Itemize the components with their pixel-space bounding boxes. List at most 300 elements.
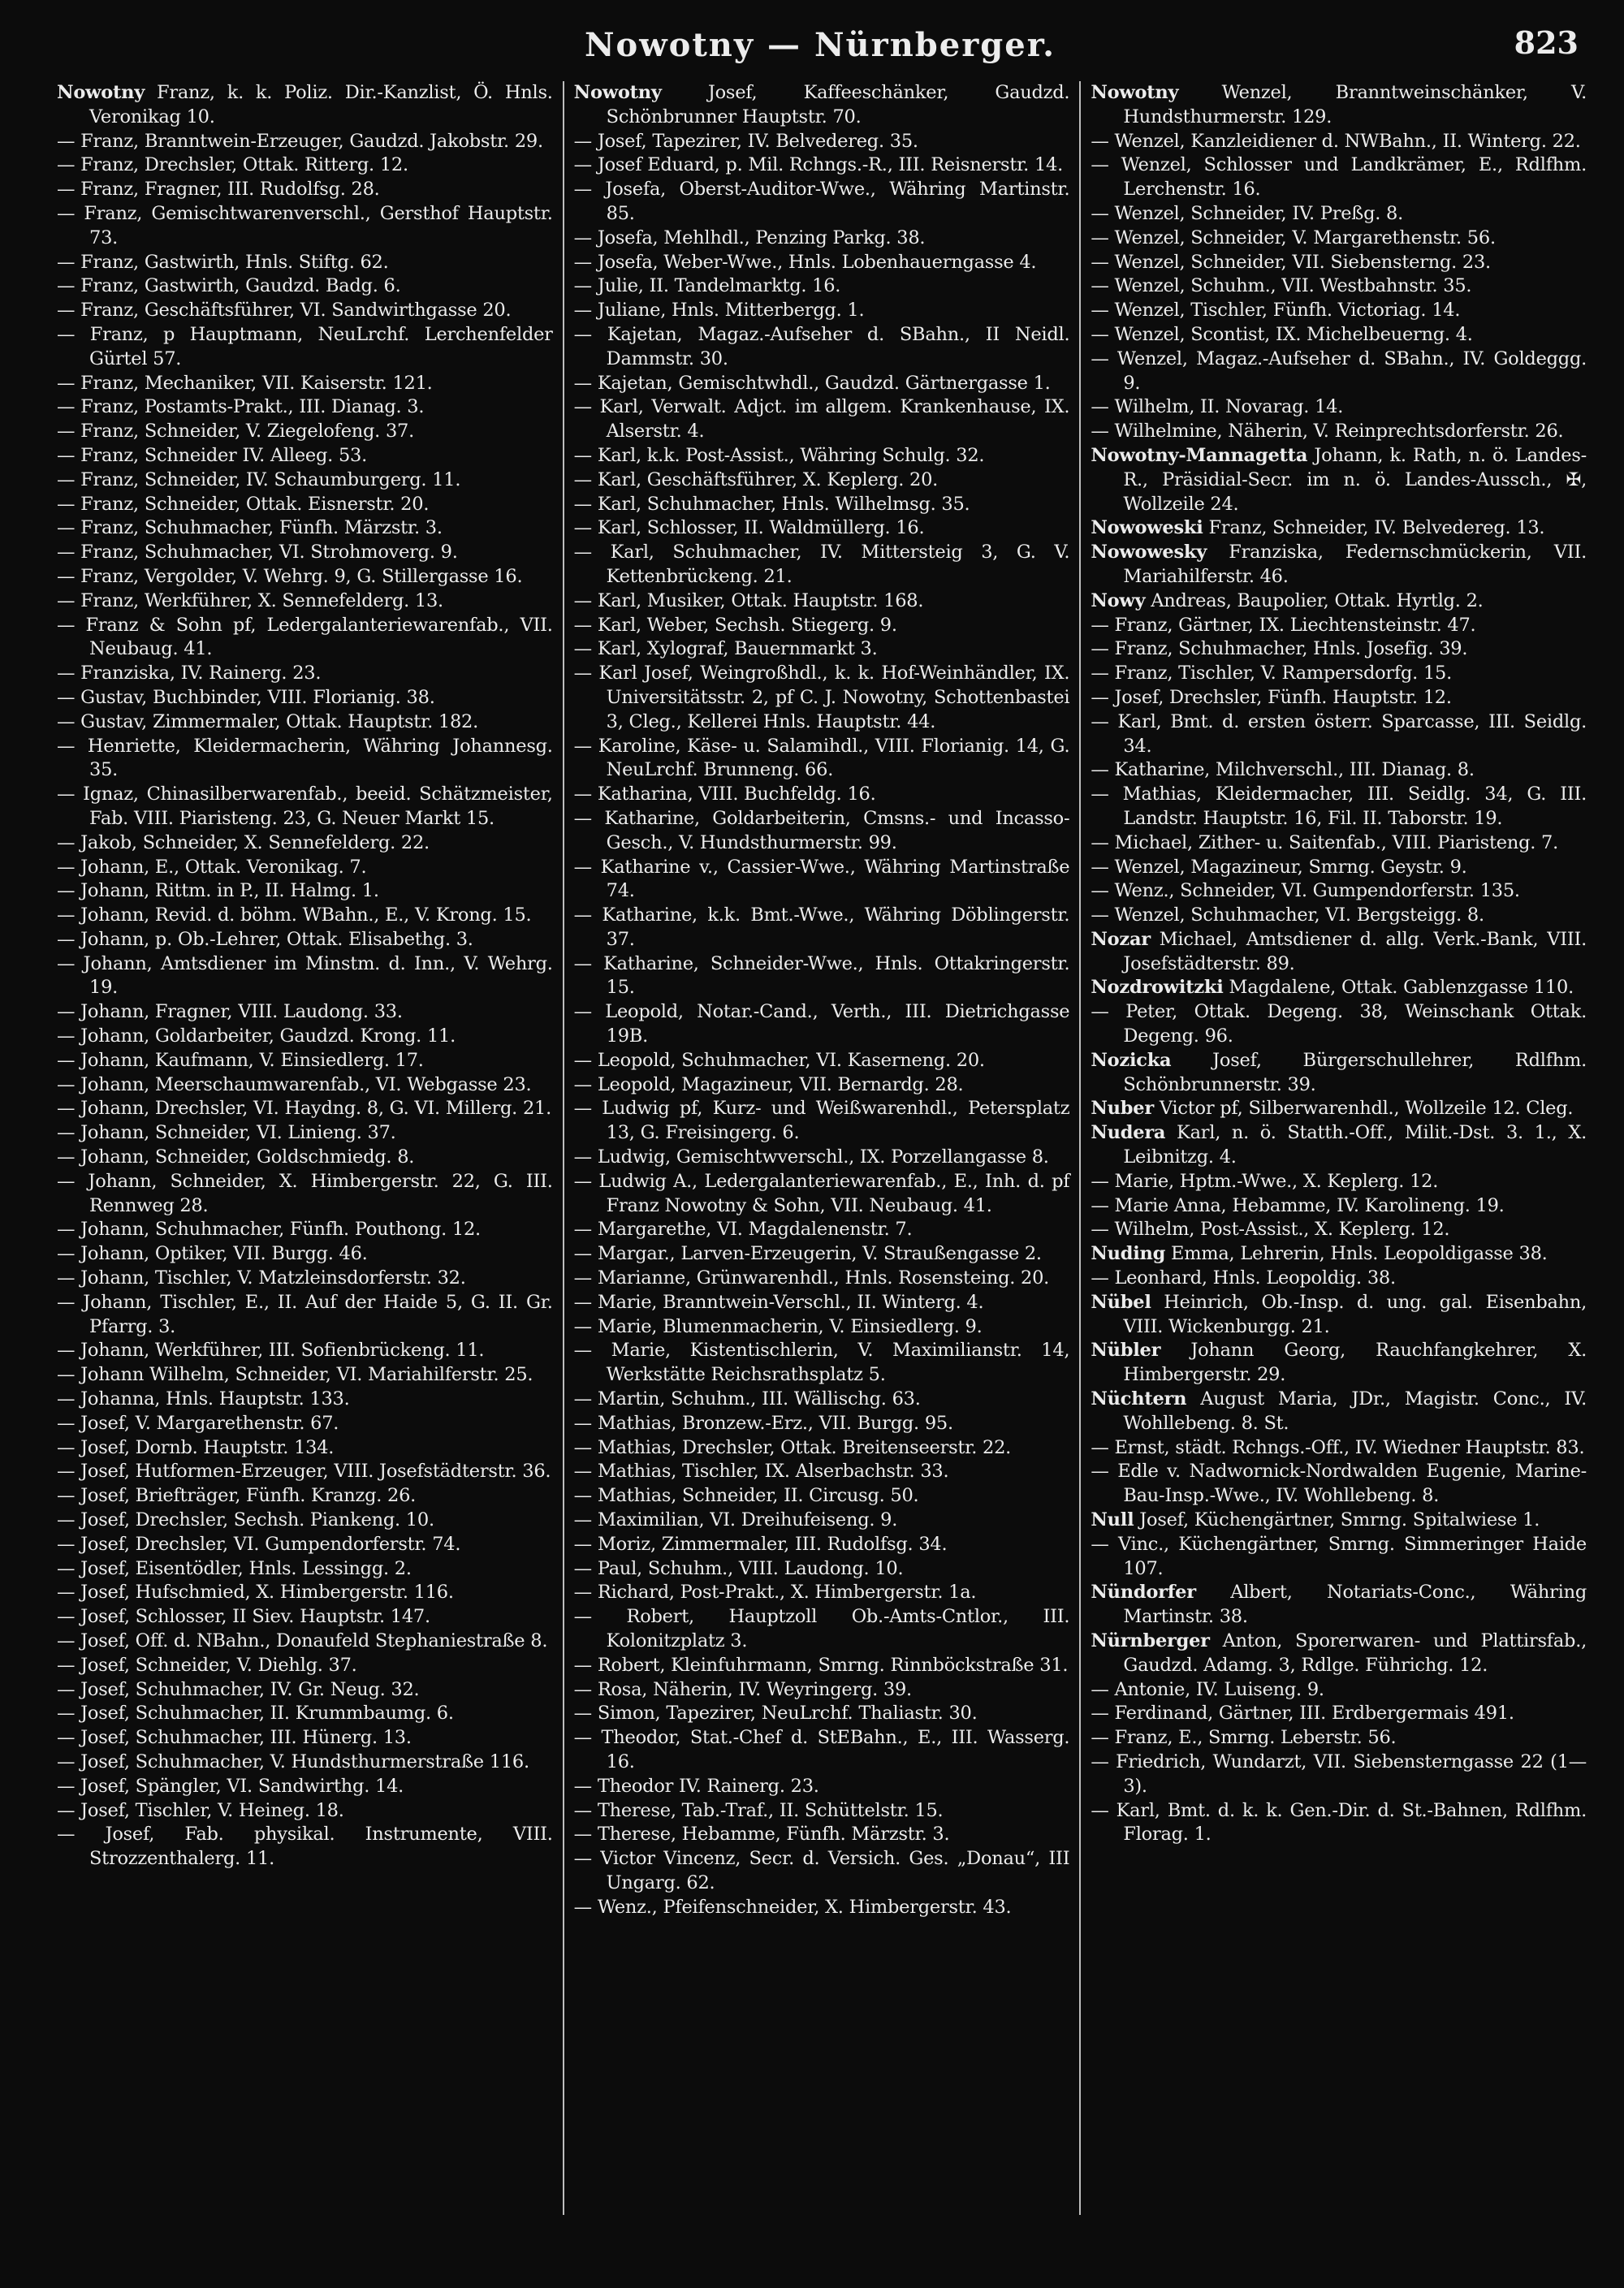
directory-entry	[574, 1412, 1070, 1436]
entry-details: — Franz, Schuhmacher, VI. Strohmoverg. 9.	[57, 542, 458, 563]
directory-entry	[1091, 1170, 1587, 1194]
directory-entry	[57, 153, 553, 178]
entry-details: — Kajetan, Magaz.-Aufseher d. SBahn., II Neidl. Dammstr. 30.	[573, 323, 1070, 369]
entry-details: — Katharine, k.k. Bmt.-Wwe., Währing Döblingerstr. 37.	[573, 904, 1070, 950]
directory-entry	[57, 614, 553, 663]
directory-entry	[574, 1557, 1070, 1582]
directory-entry	[57, 1363, 553, 1388]
entry-details: — Josef, Schneider, V. Diehlg. 37.	[57, 1654, 357, 1676]
directory-entry	[574, 178, 1070, 227]
directory-entry	[1091, 153, 1587, 202]
entry-details: — Richard, Post-Prakt., X. Himbergerstr. 1a.	[573, 1582, 977, 1604]
directory-entry	[57, 1073, 553, 1098]
entry-details: — Johann, Schuhmacher, Fünfh. Pouthong. 12.	[57, 1219, 481, 1241]
entry-details: — Juliane, Hnls. Mitterbergg. 1.	[573, 300, 865, 322]
directory-entry	[1091, 1726, 1587, 1751]
entry-details: — Marie, Hptm.-Wwe., X. Keplerg. 12.	[1091, 1170, 1439, 1192]
directory-entry	[57, 1605, 553, 1630]
entry-details: — Franz, Mechaniker, VII. Kaiserstr. 121.	[57, 372, 433, 394]
entry-details: — Paul, Schuhm., VIII. Laudong. 10.	[573, 1557, 904, 1579]
directory-entry	[574, 1484, 1070, 1509]
directory-entry	[57, 468, 553, 493]
directory-entry	[1091, 1000, 1587, 1049]
directory-entry	[574, 372, 1070, 396]
entry-details: — Johann, Fragner, VIII. Laudong. 33.	[57, 1001, 403, 1023]
directory-entry	[57, 541, 553, 565]
entry-surname: Null	[1091, 1509, 1134, 1531]
running-head: Nowotny — Nürnberger.	[584, 26, 1056, 64]
entry-details: — Josef, Briefträger, Fünfh. Kranzg. 26.	[57, 1485, 417, 1507]
entry-details: — Franz, Gastwirth, Gaudzd. Badg. 6.	[57, 275, 401, 297]
directory-entry	[574, 323, 1070, 372]
entry-details: — Marie Anna, Hebamme, IV. Karolineng. 19.	[1091, 1194, 1505, 1216]
directory-entry	[57, 1025, 553, 1049]
directory-entry	[574, 251, 1070, 275]
entry-details: — Josef, Dornb. Hauptstr. 134.	[57, 1436, 335, 1458]
directory-entry	[574, 1775, 1070, 1799]
entry-details: — Josef, Schuhmacher, V. Hundsthurmerstraße 116.	[57, 1751, 529, 1772]
entry-details: — Mathias, Bronzew.-Erz., VII. Burgg. 95.	[573, 1412, 953, 1434]
directory-entry	[574, 1097, 1070, 1146]
directory-entry	[574, 468, 1070, 493]
entry-details: — Simon, Tapezirer, NeuLrchf. Thaliastr. 30.	[573, 1703, 978, 1725]
entry-details: — Wenzel, Tischler, Fünfh. Victoriag. 14.	[1091, 300, 1461, 322]
directory-entry	[57, 1436, 553, 1461]
directory-entry	[574, 541, 1070, 589]
directory-entry	[57, 1121, 553, 1146]
directory-entry	[574, 807, 1070, 856]
entry-details: — Ludwig pf, Kurz- und Weißwarenhdl., Petersplatz 13, G. Freisingerg. 6.	[573, 1098, 1070, 1144]
entry-details: — Josefa, Mehlhdl., Penzing Parkg. 38.	[573, 227, 926, 248]
entry-details: — Katharine, Milchverschl., III. Dianag. 8.	[1091, 759, 1475, 781]
entry-details: — Josef, Schuhmacher, III. Hünerg. 13.	[57, 1727, 412, 1749]
directory-entry	[1091, 879, 1587, 904]
directory-entry	[1091, 81, 1587, 130]
entry-details: Albert, Notariats-Conc., Währing Martinstr. 38.	[1123, 1582, 1587, 1628]
entry-details: — Mathias, Drechsler, Ottak. Breitenseerstr. 22.	[573, 1436, 1012, 1458]
entry-surname: Nübel	[1091, 1291, 1151, 1313]
directory-entry	[57, 1581, 553, 1605]
directory-entry	[574, 1654, 1070, 1678]
entry-details: — Karl, Musiker, Ottak. Hauptstr. 168.	[573, 589, 924, 611]
directory-entry	[574, 130, 1070, 154]
entry-details: — Johann, p. Ob.-Lehrer, Ottak. Elisabethg. 3.	[57, 928, 473, 950]
entry-details: — Wenzel, Kanzleidiener d. NWBahn., II. Winterg. 22.	[1091, 130, 1581, 152]
directory-entry	[1091, 1242, 1587, 1267]
directory-entry	[1091, 444, 1587, 516]
directory-entry	[1091, 614, 1587, 638]
directory-entry	[1091, 783, 1587, 831]
entry-surname: Nüchtern	[1091, 1388, 1187, 1410]
directory-entry	[57, 420, 553, 444]
entry-details: — Franz, Gärtner, IX. Liechtensteinstr. 47.	[1091, 614, 1476, 636]
directory-entry	[574, 1218, 1070, 1242]
directory-entry	[57, 735, 553, 784]
entry-details: Josef, Kaffeeschänker, Gaudzd. Schönbrunner Hauptstr. 70.	[606, 82, 1070, 127]
directory-entry	[574, 1823, 1070, 1847]
directory-entry	[1091, 976, 1587, 1000]
entry-details: — Franz, Schneider, IV. Schaumburgerg. 11.	[57, 468, 461, 490]
directory-entry	[574, 1146, 1070, 1170]
entry-details: — Vinc., Küchengärtner, Smrng. Simmeringer Haide 107.	[1091, 1533, 1587, 1579]
entry-details: — Franz, Fragner, III. Rudolfsg. 28.	[57, 179, 380, 201]
entry-surname: Nozdrowitzki	[1091, 977, 1224, 999]
entry-details: — Johann, Werkführer, III. Sofienbrückeng. 11.	[57, 1340, 485, 1362]
entry-details: — Mathias, Schneider, II. Circusg. 50.	[573, 1485, 919, 1507]
directory-entry	[574, 1799, 1070, 1824]
entry-details: — Wenzel, Schuhm., VII. Westbahnstr. 35.	[1091, 275, 1472, 297]
entry-details: — Kajetan, Gemischtwhdl., Gaudzd. Gärtnergasse 1.	[573, 372, 1051, 394]
directory-entry	[574, 1049, 1070, 1073]
directory-entry	[1091, 1291, 1587, 1340]
directory-entry	[1091, 1533, 1587, 1582]
directory-entry	[57, 1557, 553, 1582]
directory-entry	[57, 856, 553, 880]
directory-entry	[57, 879, 553, 904]
directory-entry	[1091, 710, 1587, 759]
entry-details: — Robert, Hauptzoll Ob.-Amts-Cntlor., III. Kolonitzplatz 3.	[573, 1606, 1070, 1651]
directory-entry	[1091, 928, 1587, 977]
entry-details: — Franz, p Hauptmann, NeuLrchf. Lerchenfelder Gürtel 57.	[57, 323, 553, 369]
directory-entry	[574, 904, 1070, 952]
directory-entry	[57, 831, 553, 856]
entry-details: Johann Georg, Rauchfangkehrer, X. Himbergerstr. 29.	[1123, 1340, 1587, 1386]
entry-details: — Victor Vincenz, Secr. d. Versich. Ges. „Donau“, III Ungarg. 62.	[573, 1848, 1070, 1893]
entry-details: — Wenzel, Schneider, V. Margarethenstr. 56.	[1091, 227, 1496, 248]
entry-details: — Wenz., Schneider, VI. Gumpendorferstr. 135.	[1091, 880, 1520, 902]
directory-entry	[574, 1460, 1070, 1484]
directory-entry	[1091, 904, 1587, 928]
entry-surname: Nowotny-Mannagetta	[1091, 444, 1308, 466]
entry-details: — Josef, Drechsler, VI. Gumpendorferstr. 74.	[57, 1533, 461, 1555]
entry-details: — Marianne, Grünwarenhdl., Hnls. Rosensteing. 20.	[573, 1267, 1050, 1289]
entry-details: — Martin, Schuhm., III. Wällischg. 63.	[573, 1388, 921, 1410]
directory-entry	[1091, 516, 1587, 541]
directory-entry	[1091, 1194, 1587, 1219]
directory-entry	[57, 952, 553, 1001]
directory-entry	[574, 735, 1070, 784]
directory-entry	[1091, 395, 1587, 420]
entry-details: — Wenzel, Schlosser und Landkrämer, E., Rdlfhm. Lerchenstr. 16.	[1091, 154, 1587, 201]
entry-details: Victor pf, Silberwarenhdl., Wollzeile 12. Cleg.	[1153, 1098, 1574, 1120]
directory-entry	[1091, 1509, 1587, 1533]
entry-details: Johann, k. Rath, n. ö. Landes-R., Präsidial-Secr. im n. ö. Landes-Aussch., ✠, Wollzeile 24.	[1123, 444, 1587, 515]
directory-entry	[57, 1146, 553, 1170]
page-number: 823	[1514, 24, 1579, 61]
directory-entry	[1091, 686, 1587, 710]
directory-entry	[1091, 1388, 1587, 1436]
entry-details: — Karl, Bmt. d. ersten österr. Sparcasse, III. Seidlg. 34.	[1091, 710, 1587, 757]
directory-entry	[57, 1726, 553, 1751]
directory-entry	[57, 516, 553, 541]
directory-entry	[57, 1097, 553, 1121]
entry-details: — Leonhard, Hnls. Leopoldig. 38.	[1091, 1267, 1396, 1289]
entry-details: — Wenzel, Schuhmacher, VI. Bergsteigg. 8.	[1091, 904, 1484, 926]
entry-surname: Nozicka	[1091, 1049, 1172, 1071]
entry-details: — Karl, Bmt. d. k. k. Gen.-Dir. d. St.-Bahnen, Rdlfhm. Florag. 1.	[1091, 1799, 1587, 1846]
directory-columns	[47, 81, 1596, 2215]
directory-entry	[1091, 1267, 1587, 1291]
entry-details: — Ludwig, Gemischtwverschl., IX. Porzellangasse 8.	[573, 1146, 1049, 1168]
entry-details: Wenzel, Branntweinschänker, V. Hundsthurmerstr. 129.	[1123, 82, 1587, 127]
directory-entry	[57, 1242, 553, 1267]
entry-details: — Johann, Schneider, X. Himbergerstr. 22, G. III. Rennweg 28.	[57, 1170, 553, 1216]
entry-details: — Josef, Fab. physikal. Instrumente, VIII. Strozzenthalerg. 11.	[57, 1824, 553, 1870]
directory-entry	[574, 516, 1070, 541]
directory-entry	[57, 1799, 553, 1824]
directory-entry	[57, 372, 553, 396]
directory-entry	[574, 1702, 1070, 1726]
entry-details: — Wilhelm, Post-Assist., X. Keplerg. 12.	[1091, 1219, 1450, 1241]
entry-details: — Gustav, Zimmermaler, Ottak. Hauptstr. 182.	[57, 710, 479, 732]
entry-details: — Therese, Tab.-Traf., II. Schüttelstr. 15.	[573, 1799, 944, 1821]
entry-details: — Wilhelm, II. Novarag. 14.	[1091, 396, 1344, 418]
entry-details: — Johann, Optiker, VII. Burgg. 46.	[57, 1243, 368, 1265]
directory-entry	[574, 153, 1070, 178]
directory-entry	[1091, 662, 1587, 686]
directory-entry	[574, 227, 1070, 251]
directory-entry	[574, 493, 1070, 517]
entry-details: — Moriz, Zimmermaler, III. Rudolfsg. 34.	[573, 1533, 948, 1555]
entry-details: — Johann, Amtsdiener im Minstm. d. Inn., V. Wehrg. 19.	[57, 952, 553, 999]
directory-entry	[57, 1049, 553, 1073]
entry-surname: Nozar	[1091, 928, 1151, 950]
directory-entry	[57, 1775, 553, 1799]
directory-entry	[574, 1581, 1070, 1605]
entry-details: Michael, Amtsdiener d. allg. Verk.-Bank, VIII. Josefstädterstr. 89.	[1123, 928, 1587, 974]
directory-entry	[57, 493, 553, 517]
entry-details: — Franz, Schneider, Ottak. Eisnerstr. 20.	[57, 493, 430, 515]
entry-details: — Johann, E., Ottak. Veronikag. 7.	[57, 856, 367, 878]
directory-entry	[1091, 1339, 1587, 1388]
directory-entry	[57, 1000, 553, 1025]
directory-entry	[57, 81, 553, 130]
directory-entry	[57, 686, 553, 710]
directory-entry	[1091, 1581, 1587, 1630]
entry-details: Heinrich, Ob.-Insp. d. ung. gal. Eisenbahn, VIII. Wickenburgg. 21.	[1123, 1291, 1587, 1337]
directory-entry	[574, 299, 1070, 323]
entry-details: — Katharine, Schneider-Wwe., Hnls. Ottakringerstr. 15.	[573, 952, 1070, 999]
directory-entry	[574, 1267, 1070, 1291]
entry-details: — Josef, Drechsler, Fünfh. Hauptstr. 12.	[1091, 686, 1452, 708]
directory-entry	[574, 1896, 1070, 1920]
entry-details: — Antonie, IV. Luiseng. 9.	[1091, 1678, 1324, 1700]
entry-details: — Josef, Tischler, V. Heineg. 18.	[57, 1799, 344, 1821]
entry-details: — Franz, Postamts-Prakt., III. Dianag. 3.	[57, 396, 425, 418]
entry-details: — Karl, Verwalt. Adjct. im allgem. Krankenhause, IX. Alserstr. 4.	[573, 396, 1070, 442]
entry-details: — Robert, Kleinfuhrmann, Smrng. Rinnböckstraße 31.	[573, 1654, 1069, 1676]
entry-details: Magdalene, Ottak. Gablenzgasse 110.	[1223, 977, 1574, 999]
directory-entry	[1091, 1630, 1587, 1678]
directory-entry	[1091, 348, 1587, 396]
directory-entry	[574, 1339, 1070, 1388]
entry-details: Anton, Sporerwaren- und Plattirsfab., Gaudzd. Adamg. 3, Rdlge. Führichg. 12.	[1123, 1630, 1587, 1676]
entry-details: — Karl, Geschäftsführer, X. Keplerg. 20.	[573, 468, 939, 490]
directory-entry	[57, 1751, 553, 1775]
entry-details: — Mathias, Kleidermacher, III. Seidlg. 34, G. III. Landstr. Hauptstr. 16, Fil. II. Taborstr. 19.	[1091, 784, 1587, 829]
entry-details: — Katharine, Goldarbeiterin, Cmsns.- und Incasso-Gesch., V. Hundsthurmerstr. 99.	[573, 807, 1070, 853]
directory-entry	[574, 1170, 1070, 1219]
entry-details: — Ernst, städt. Rchngs.-Off., IV. Wiedner Hauptstr. 83.	[1091, 1436, 1585, 1458]
directory-entry	[574, 1605, 1070, 1654]
entry-details: — Theodor IV. Rainerg. 23.	[573, 1775, 819, 1797]
directory-entry	[57, 1509, 553, 1533]
entry-details: — Josef, Eisentödler, Hnls. Lessingg. 2.	[57, 1557, 412, 1579]
entry-details: — Josefa, Weber-Wwe., Hnls. Lobenhauerngasse 4.	[573, 251, 1037, 273]
directory-entry	[574, 1533, 1070, 1557]
directory-entry	[57, 1630, 553, 1654]
directory-entry	[1091, 299, 1587, 323]
entry-details: — Friedrich, Wundarzt, VII. Siebensterngasse 22 (1—3).	[1091, 1751, 1587, 1797]
entry-details: — Wenzel, Magazineur, Smrng. Geystr. 9.	[1091, 856, 1467, 878]
entry-details: — Franz, Gemischtwarenverschl., Gersthof Hauptstr. 73.	[57, 202, 553, 248]
entry-surname: Nündorfer	[1091, 1582, 1196, 1604]
directory-entry	[57, 928, 553, 952]
entry-details: — Theodor, Stat.-Chef d. StEBahn., E., III. Wasserg. 16.	[573, 1727, 1070, 1772]
directory-entry	[574, 856, 1070, 904]
directory-entry	[57, 1702, 553, 1726]
entry-details: — Johanna, Hnls. Hauptstr. 133.	[57, 1388, 350, 1410]
directory-entry	[574, 662, 1070, 734]
directory-entry	[57, 589, 553, 614]
entry-details: — Josef Eduard, p. Mil. Rchngs.-R., III. Reisnerstr. 14.	[573, 154, 1063, 176]
directory-entry	[57, 1291, 553, 1340]
directory-entry	[1091, 202, 1587, 227]
directory-entry	[57, 662, 553, 686]
directory-entry	[574, 395, 1070, 444]
entry-surname: Nowoweski	[1091, 517, 1203, 539]
entry-surname: Nudera	[1091, 1122, 1166, 1144]
directory-entry	[57, 1267, 553, 1291]
entry-surname: Nuding	[1091, 1243, 1166, 1265]
directory-entry	[57, 1484, 553, 1509]
directory-entry	[57, 1823, 553, 1871]
entry-details: — Ferdinand, Gärtner, III. Erdbergermais 491.	[1091, 1703, 1514, 1725]
directory-column-3	[1079, 81, 1596, 2215]
entry-details: — Leopold, Notar.-Cand., Verth., III. Dietrichgasse 19B.	[573, 1001, 1070, 1047]
entry-details: — Peter, Ottak. Degeng. 38, Weinschank Ottak. Degeng. 96.	[1091, 1001, 1587, 1047]
entry-details: August Maria, JDr., Magistr. Conc., IV. Wohllebeng. 8. St.	[1123, 1388, 1587, 1434]
directory-entry	[574, 274, 1070, 299]
entry-details: — Josef, Spängler, VI. Sandwirthg. 14.	[57, 1775, 404, 1797]
entry-details: — Josef, Off. d. NBahn., Donaufeld Stephaniestraße 8.	[57, 1630, 548, 1651]
directory-entry	[1091, 637, 1587, 662]
directory-entry	[57, 1170, 553, 1219]
directory-entry	[57, 130, 553, 154]
entry-details: — Wenzel, Schneider, VII. Siebensterng. 23.	[1091, 251, 1491, 273]
entry-details: — Johann, Tischler, E., II. Auf der Haide 5, G. II. Gr. Pfarrg. 3.	[57, 1291, 553, 1337]
directory-entry	[574, 589, 1070, 614]
entry-details: — Katharina, VIII. Buchfeldg. 16.	[573, 784, 876, 805]
directory-entry	[574, 444, 1070, 468]
directory-entry	[574, 1847, 1070, 1896]
directory-entry	[57, 395, 553, 420]
directory-entry	[57, 1678, 553, 1703]
entry-details: — Marie, Blumenmacherin, V. Einsiedlerg. 9.	[573, 1315, 983, 1337]
entry-details: — Karl, Xylograf, Bauernmarkt 3.	[573, 638, 878, 660]
directory-entry	[574, 1000, 1070, 1049]
entry-details: — Josef, Schuhmacher, IV. Gr. Neug. 32.	[57, 1678, 420, 1700]
directory-entry	[574, 1242, 1070, 1267]
directory-entry	[1091, 130, 1587, 154]
entry-details: — Katharine v., Cassier-Wwe., Währing Martinstraße 74.	[573, 856, 1070, 902]
directory-entry	[574, 1073, 1070, 1098]
entry-details: — Johann, Revid. d. böhm. WBahn., E., V. Krong. 15.	[57, 904, 532, 926]
directory-entry	[574, 1315, 1070, 1340]
entry-details: — Karl, Schuhmacher, IV. Mittersteig 3, G. V. Kettenbrückeng. 21.	[573, 542, 1070, 587]
entry-details: — Marie, Branntwein-Verschl., II. Winterg. 4.	[573, 1291, 984, 1313]
entry-details: — Josefa, Oberst-Auditor-Wwe., Währing Martinstr. 85.	[573, 179, 1070, 224]
entry-details: — Wenzel, Scontist, IX. Michelbeuerng. 4.	[1091, 323, 1473, 345]
entry-details: — Leopold, Schuhmacher, VI. Kaserneng. 20.	[573, 1049, 985, 1071]
entry-details: — Wenzel, Magaz.-Aufseher d. SBahn., IV. Goldeggg. 9.	[1091, 348, 1587, 394]
entry-surname: Nowy	[1091, 589, 1146, 611]
directory-entry	[57, 1460, 553, 1484]
directory-entry	[1091, 323, 1587, 348]
directory-entry	[1091, 1678, 1587, 1703]
entry-details: — Karl, Schuhmacher, Hnls. Wilhelmsg. 35.	[573, 493, 970, 515]
directory-entry	[574, 1726, 1070, 1775]
entry-details: — Franz & Sohn pf, Ledergalanteriewarenfab., VII. Neubaug. 41.	[57, 614, 553, 660]
entry-surname: Nowotny	[57, 82, 145, 103]
entry-surname: Nowotny	[1091, 82, 1179, 103]
directory-entry	[57, 1218, 553, 1242]
directory-entry	[1091, 831, 1587, 856]
directory-entry	[57, 1654, 553, 1678]
directory-entry	[574, 952, 1070, 1001]
entry-details: Franz, k. k. Poliz. Dir.-Kanzlist, Ö. Hnls. Veronikag 10.	[89, 82, 553, 127]
entry-details: — Josef, Schlosser, II Siev. Hauptstr. 147.	[57, 1606, 430, 1628]
entry-details: — Franz, Werkführer, X. Sennefelderg. 13.	[57, 589, 443, 611]
entry-details: — Edle v. Nadwornick-Nordwalden Eugenie, Marine-Bau-Insp.-Wwe., IV. Wohllebeng. 8.	[1091, 1461, 1587, 1507]
entry-details: — Jakob, Schneider, X. Sennefelderg. 22.	[57, 831, 430, 853]
entry-details: — Josef, Hufschmied, X. Himbergerstr. 116.	[57, 1582, 454, 1604]
entry-details: Andreas, Baupolier, Ottak. Hyrtlg. 2.	[1145, 589, 1484, 611]
entry-details: — Josef, V. Margarethenstr. 67.	[57, 1412, 339, 1434]
directory-entry	[1091, 1751, 1587, 1799]
entry-details: — Wenzel, Schneider, IV. Preßg. 8.	[1091, 202, 1404, 224]
directory-entry	[57, 444, 553, 468]
entry-details: — Karl Josef, Weingroßhdl., k. k. Hof-Weinhändler, IX. Universitätsstr. 2, pf C. J. Nowotny, Schottenbastei 3, Cleg., Kellerei Hnls. Hauptstr. 44.	[573, 663, 1070, 732]
entry-surname: Nowowesky	[1091, 542, 1207, 563]
directory-entry	[1091, 420, 1587, 444]
entry-details: — Franz, Schneider IV. Alleeg. 53.	[57, 444, 367, 466]
directory-entry	[574, 1509, 1070, 1533]
entry-details: — Johann, Schneider, VI. Linieng. 37.	[57, 1122, 396, 1144]
entry-details: — Johann, Schneider, Goldschmiedg. 8.	[57, 1146, 415, 1168]
directory-entry	[57, 274, 553, 299]
entry-details: — Franz, E., Smrng. Leberstr. 56.	[1091, 1727, 1397, 1749]
entry-details: Karl, n. ö. Statth.-Off., Milit.-Dst. 3. 1., X. Leibnitzg. 4.	[1123, 1122, 1587, 1168]
directory-entry	[57, 202, 553, 251]
directory-entry	[574, 614, 1070, 638]
entry-details: — Henriette, Kleidermacherin, Währing Johannesg. 35.	[57, 735, 553, 781]
entry-details: — Johann Wilhelm, Schneider, VI. Mariahilferstr. 25.	[57, 1364, 533, 1386]
directory-entry	[57, 783, 553, 831]
directory-entry	[1091, 1049, 1587, 1098]
directory-entry	[57, 323, 553, 372]
directory-entry	[1091, 1121, 1587, 1170]
entry-details: — Franz, Schneider, V. Ziegelofeng. 37.	[57, 421, 414, 442]
entry-details: — Franz, Drechsler, Ottak. Ritterg. 12.	[57, 154, 408, 176]
entry-details: — Johann, Kaufmann, V. Einsiedlerg. 17.	[57, 1049, 424, 1071]
entry-details: — Margarethe, VI. Magdalenenstr. 7.	[573, 1219, 913, 1241]
directory-entry	[574, 637, 1070, 662]
entry-details: — Ignaz, Chinasilberwarenfab., beeid. Schätzmeister, Fab. VIII. Piaristeng. 23, G. Neuer Markt 15.	[57, 784, 553, 829]
entry-details: — Mathias, Tischler, IX. Alserbachstr. 33.	[573, 1461, 949, 1483]
entry-details: — Josef, Drechsler, Sechsh. Piankeng. 10.	[57, 1509, 434, 1531]
entry-details: — Franz, Gastwirth, Hnls. Stiftg. 62.	[57, 251, 389, 273]
